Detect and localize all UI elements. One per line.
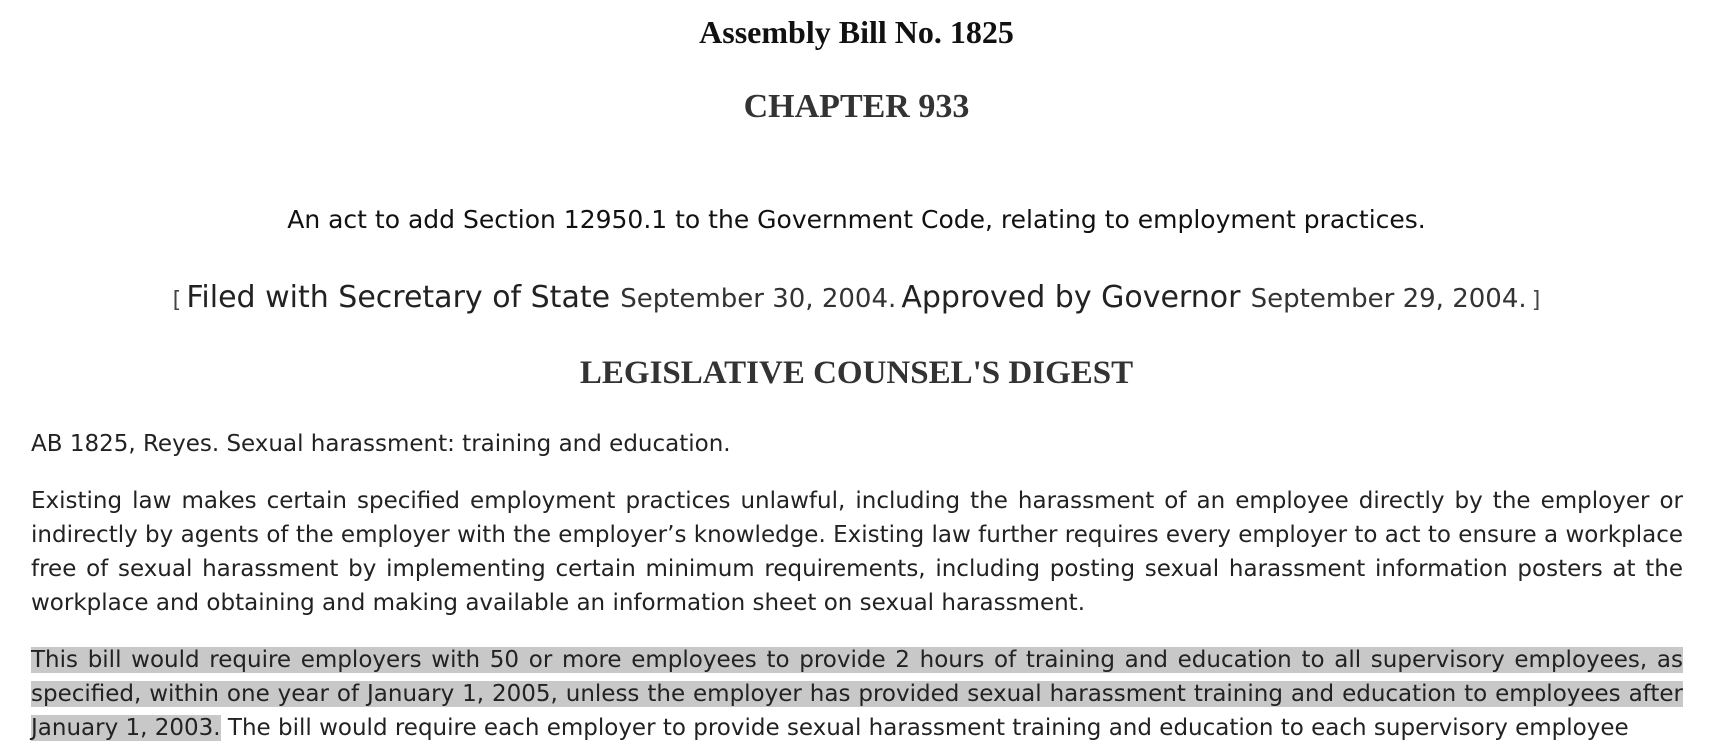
act-description: An act to add Section 12950.1 to the Government Code, relating to employment practices. — [287, 205, 1426, 234]
digest-summary: AB 1825, Reyes. Sexual harassment: training and education. — [31, 431, 731, 457]
open-bracket: [ — [172, 288, 182, 313]
selected-text-highlight[interactable]: This bill would require employers with 50 or more employees to provide 2 hours of training and education to all supervisory employees, as specified, within one year of January 1, 2005, unless the employer has provided sexual harassment training and education to employees after January 1, 2003. — [31, 647, 1683, 741]
filed-date: September 30, 2004. — [620, 284, 897, 314]
paragraph-continuation: The bill would require each employer to provide sexual harassment training and education to each supervisory employee — [220, 715, 1629, 741]
digest-paragraph-bill — [31, 643, 1683, 745]
approved-date: September 29, 2004. — [1250, 284, 1527, 314]
filed-label: Filed with Secretary of State — [186, 280, 611, 315]
digest-paragraph-existing-law: Existing law makes certain specified employment practices unlawful, including the harassment of an employee directly by the employer or indirectly by agents of the employer with the employer’s knowledge. Existing law further requires every employer to act to ensure a workplace free of sexual harassment by implementing certain minimum requirements, including posting sexual harassment information posters at the workplace and obtaining and making available an information sheet on sexual harassment. — [31, 488, 1683, 616]
close-bracket: ] — [1531, 288, 1541, 313]
filing-info — [0, 280, 1713, 315]
bill-title: Assembly Bill No. 1825 — [699, 14, 1014, 50]
chapter-heading: CHAPTER 933 — [743, 88, 970, 125]
digest-heading: LEGISLATIVE COUNSEL'S DIGEST — [579, 355, 1134, 391]
approved-label: Approved by Governor — [901, 280, 1241, 315]
